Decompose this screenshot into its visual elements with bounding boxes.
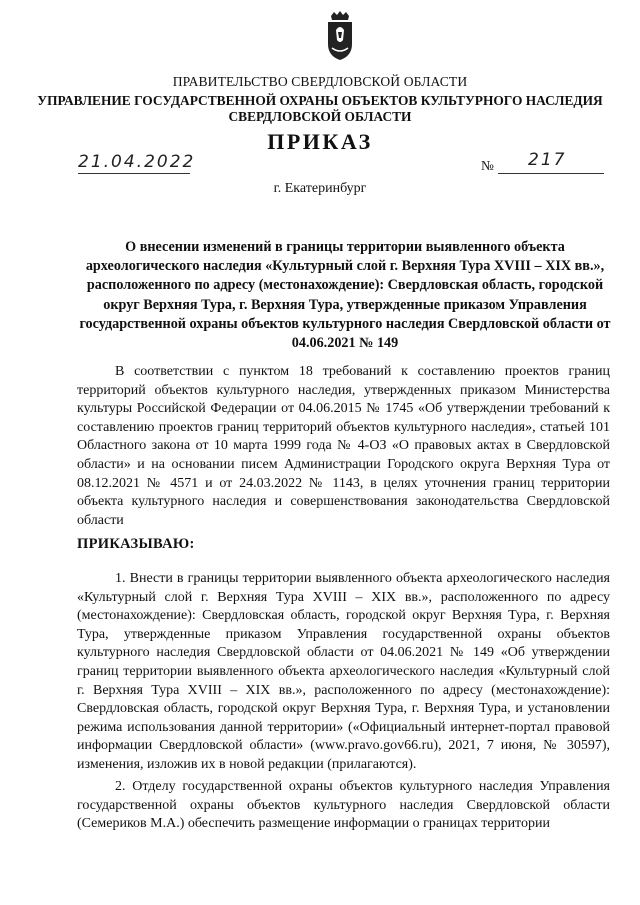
order-number-label: № — [481, 158, 494, 173]
item-2-paragraph: 2. Отделу государственной охраны объектов культурного наследия Управления государственной охраны объектов культурного наследия Свердловской области (Семериков М.А.) обеспечить размещение информации о границах территории — [77, 779, 610, 832]
department-name: УПРАВЛЕНИЕ ГОСУДАРСТВЕННОЙ ОХРАНЫ ОБЪЕКТОВ КУЛЬТУРНОГО НАСЛЕДИЯ СВЕРДЛОВСКОЙ ОБЛАСТИ — [37, 93, 603, 124]
order-heading: О внесении изменений в границы территории выявленного объекта археологического наследия «Культурный слой г. Верхняя Тура XVIII – XIX вв.», расположенного по адресу (местонахождение): Свердловская область, городской округ Верхняя Тура, г. Верхняя Тура, утвержденные приказом Управления государственной охраны объектов культурного наследия Свердловской области от 04.06.2021 № 149 — [79, 239, 611, 352]
preamble-paragraph: В соответствии с пунктом 18 требований к составлению проектов границ территорий объектов культурного наследия, утвержденных приказом Министерства культуры Российской Федерации от 04.06.2015 № 1745 «Об утверждении требований к составлению проектов границ территорий объектов культурного наследия», статьей 101 Областного закона от 10 марта 1999 года № 4-ОЗ «О правовых актах в Свердловской области» и на основании писем Администрации Городского округа Верхняя Тура от 08.12.2021 № 4571 и от 24.03.2022 № 1143, в целях уточнения границ территории объекта культурного наследия и совершенствования законодательства Свердловской области — [77, 364, 610, 528]
coat-of-arms-icon — [325, 10, 355, 62]
order-date: 21.04.2022 — [78, 152, 196, 172]
city: г. Екатеринбург — [273, 181, 367, 196]
number-underline — [498, 173, 604, 174]
document-type: ПРИКАЗ — [267, 129, 373, 154]
order-number: 217 — [528, 150, 567, 170]
government-name: ПРАВИТЕЛЬСТВО СВЕРДЛОВСКОЙ ОБЛАСТИ — [172, 74, 468, 89]
item-1-paragraph: 1. Внести в границы территории выявленного объекта археологического наследия «Культурный слой г. Верхняя Тура XVIII – XIX вв.», расположенного по адресу (местонахождение): Свердловская область, городской округ Верхняя Тура, г. Верхняя Тура, утвержденные приказом Управления государственной охраны объектов культурного наследия Свердловской области от 04.06.2021 № 149 «Об утверждении границ территории выявленного объекта археологического наследия «Культурный слой г. Верхняя Тура XVIII – XIX вв.», расположенного по адресу (местонахождение): Свердловская область, городской округ Верхняя Тура, г. Верхняя Тура, и установлении режима использования данной территории» («Официальный интернет-портал правовой информации Свердловской области» (www.pravo.gov66.ru), 2021, 7 июня, № 30597), изменения, изложив их в новой редакции (прилагаются). — [77, 571, 610, 772]
date-underline — [78, 173, 190, 174]
order-word: ПРИКАЗЫВАЮ: — [77, 536, 195, 552]
